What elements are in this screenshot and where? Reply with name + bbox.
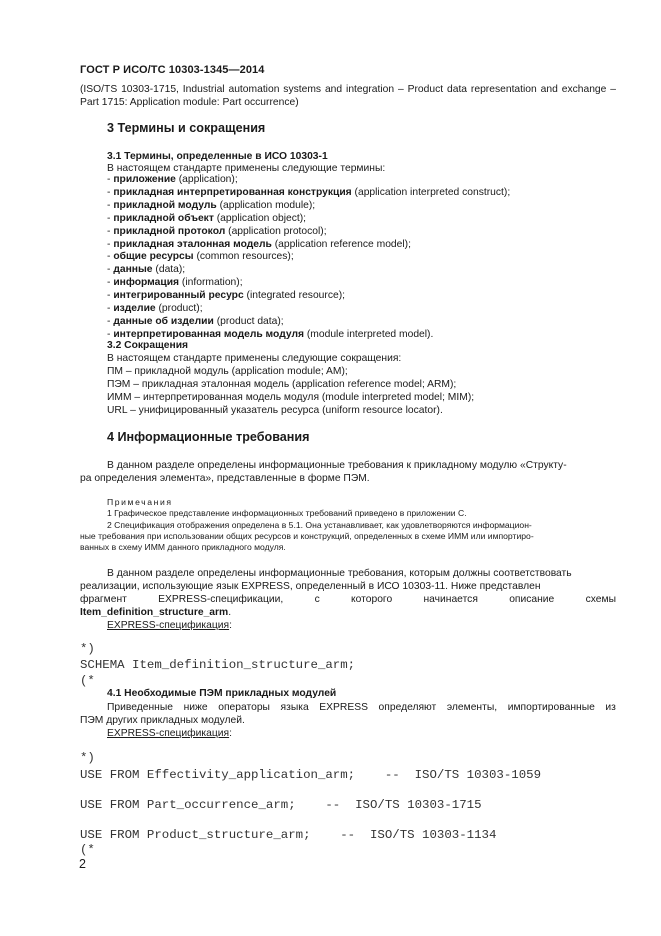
subsection-4-1-title: 4.1 Необходимые ПЭМ прикладных модулей [107,688,337,699]
term-item: - прикладная интерпретированная конструкция (application interpreted construct); [107,186,511,198]
term-item: - интегрированный ресурс (integrated resource); [107,290,345,302]
subsection-3-2-lead: В настоящем стандарте применены следующие сокращения: [107,353,402,364]
code-use-line-3: USE FROM Product_structure_arm; -- ISO/TS 10303-1134 [80,828,497,842]
abbreviation-item: URL – унифицированный указатель ресурса (uniform resource locator). [107,405,443,416]
term-item: - прикладной модуль (application module); [107,199,316,211]
subsection-3-1-lead: В настоящем стандарте применены следующие термины: [107,163,386,174]
code-comment-open-2: *) [80,751,95,765]
abbreviation-item: ПЭМ – прикладная эталонная модель (application reference model; ARM); [107,379,457,390]
notes-title: Примечания [107,497,173,507]
section-4-para1-line1: В данном разделе определены информационные требования к прикладному модулю «Структу- [107,460,567,471]
express-spec-label-2: EXPRESS-спецификация: [107,728,232,739]
section-4-para2-line2: реализации, использующие язык EXPRESS, определенный в ИСО 10303-11. Ниже представлен [80,581,541,592]
note-2-line1: 2 Спецификация отображения определена в 5.1. Она устанавливает, как удовлетворяются информацион- [107,520,532,530]
term-item: - данные об изделии (product data); [107,315,284,327]
subsection-3-2-title: 3.2 Сокращения [107,340,189,351]
term-item: - приложение (application); [107,174,238,185]
section-4-para1-line2: ра определения элемента», представленные в форме ПЭМ. [80,473,370,484]
subsection-4-1-line1: Приведенные ниже операторы языка EXPRESS определяют элементы, импортированные из [107,702,616,713]
code-use-line-1: USE FROM Effectivity_application_arm; -- ISO/TS 10303-1059 [80,768,542,782]
code-use-line-2: USE FROM Part_occurrence_arm; -- ISO/TS 10303-1715 [80,798,482,812]
code-schema-line: SCHEMA Item_definition_structure_arm; [80,658,356,672]
term-item: - общие ресурсы (common resources); [107,251,294,263]
term-item: - прикладная эталонная модель (application reference model); [107,238,411,250]
note-2-line3: ванных в схему ИММ данного прикладного модуля. [80,542,286,552]
code-comment-close-2: (* [80,843,95,857]
section-4-para2-line1: В данном разделе определены информационные требования, которым должны соответствовать [107,568,572,579]
abbreviation-item: ИММ – интерпретированная модель модуля (module interpreted model; MIM); [107,392,475,403]
note-2-line2: ные требования при использовании общих ресурсов и конструкций, определенных в схеме ИММ или импортиро- [80,531,534,541]
code-comment-open: *) [80,642,95,656]
intro-reference: (ISO/TS 10303-1715, Industrial automation systems and integration – Product data representation and exchange – Part 1715: Application module: Part occurrence) [80,84,616,108]
page-number: 2 [79,857,86,871]
section-3-title: 3 Термины и сокращения [107,121,266,135]
section-4-title: 4 Информационные требования [107,430,310,444]
code-comment-close: (* [80,674,95,688]
term-item: - прикладной объект (application object); [107,212,307,224]
term-item: - изделие (product); [107,303,203,315]
subsection-3-1-title: 3.1 Термины, определенные в ИСО 10303-1 [107,151,328,162]
schema-name: Item_definition_structure_arm [80,607,229,618]
term-item: - информация (information); [107,277,243,289]
document-header: ГОСТ Р ИСО/ТС 10303-1345—2014 [80,64,265,76]
abbreviation-item: ПМ – прикладной модуль (application module; AM); [107,366,348,377]
subsection-4-1-line2: ПЭМ других прикладных модулей. [80,715,245,726]
term-item: - интерпретированная модель модуля (module interpreted model). [107,328,434,340]
abbreviations-list [107,365,474,417]
term-item: - прикладной протокол (application protocol); [107,225,327,237]
section-4-para2-line3: фрагмент EXPRESS-спецификации, с которого начинается описание схемы [80,594,616,605]
terms-list [107,174,510,342]
section-4-para2-line4: Item_definition_structure_arm. [80,607,232,618]
express-spec-label-1: EXPRESS-спецификация: [107,620,232,631]
term-item: - данные (data); [107,264,186,276]
note-1: 1 Графическое представление информационных требований приведено в приложении С. [107,508,467,518]
